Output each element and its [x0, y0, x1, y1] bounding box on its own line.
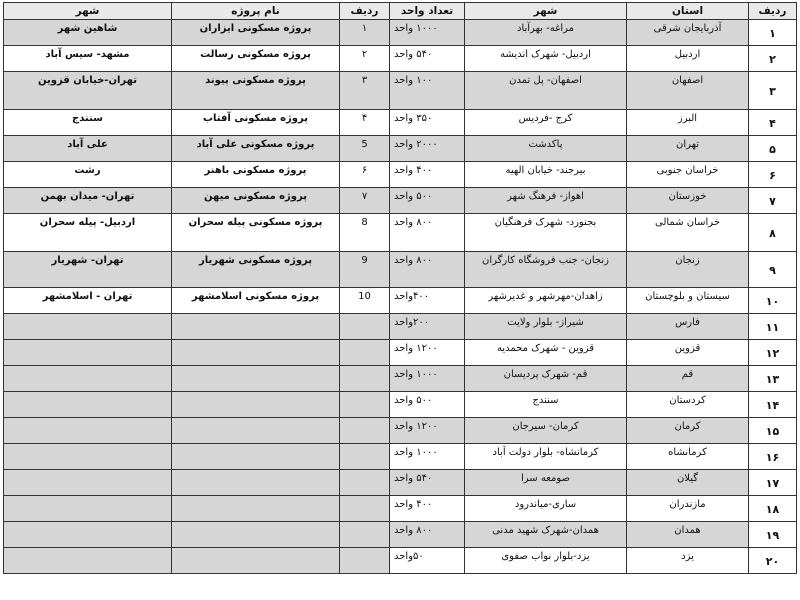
project-city-cell: رشت	[4, 162, 172, 188]
unit-count-cell: ۵۴۰ واحد	[390, 46, 465, 72]
table-row	[4, 548, 797, 574]
project-name-cell	[172, 340, 340, 366]
project-name-cell: پروژه مسکونی آفتاب	[172, 110, 340, 136]
row-number: ۶	[749, 162, 797, 188]
project-row-number: 10	[340, 288, 390, 314]
row-number: ۱۳	[749, 366, 797, 392]
row-number: ۹	[749, 252, 797, 288]
project-name-cell	[172, 366, 340, 392]
province-cell: کردستان	[627, 392, 749, 418]
project-city-cell: تهران- میدان بهمن	[4, 188, 172, 214]
table-row	[4, 340, 797, 366]
project-city-cell: تهران - اسلامشهر	[4, 288, 172, 314]
unit-count-cell: ۵۰واحد	[390, 548, 465, 574]
project-city-cell	[4, 444, 172, 470]
province-cell: کرمان	[627, 418, 749, 444]
row-number: ۱۸	[749, 496, 797, 522]
unit-count-cell: ۴۰۰واحد	[390, 288, 465, 314]
unit-count-cell: ۵۰۰ واحد	[390, 392, 465, 418]
project-city-cell	[4, 496, 172, 522]
header-project-city: شهر	[4, 3, 172, 20]
project-name-cell: پروژه مسکونی ایزاران	[172, 20, 340, 46]
project-name-cell: پروژه مسکونی اسلامشهر	[172, 288, 340, 314]
city-cell: قم- شهرک پردیسان	[465, 366, 627, 392]
row-number: ۱۹	[749, 522, 797, 548]
row-number: ۳	[749, 72, 797, 110]
project-row-number: ۴	[340, 110, 390, 136]
unit-count-cell: ۵۰۰ واحد	[390, 188, 465, 214]
project-row-number: ۳	[340, 72, 390, 110]
project-row-number: 8	[340, 214, 390, 252]
project-city-cell: تهران-خیابان قزوین	[4, 72, 172, 110]
project-name-cell: پروژه مسکونی پیله سحران	[172, 214, 340, 252]
province-cell: فارس	[627, 314, 749, 340]
province-cell: البرز	[627, 110, 749, 136]
project-row-number	[340, 522, 390, 548]
project-row-number: ۷	[340, 188, 390, 214]
table-row	[4, 20, 797, 46]
city-cell: اردبیل- شهرک اندیشه	[465, 46, 627, 72]
city-cell: ساری-میاندرود	[465, 496, 627, 522]
project-row-number	[340, 548, 390, 574]
city-cell: قزوین - شهرک محمدیه	[465, 340, 627, 366]
city-cell: یزد-بلوار نواب صفوی	[465, 548, 627, 574]
row-number: ۴	[749, 110, 797, 136]
unit-count-cell: ۸۰۰ واحد	[390, 214, 465, 252]
table-row	[4, 214, 797, 252]
project-row-number: ۱	[340, 20, 390, 46]
project-city-cell	[4, 314, 172, 340]
city-cell: اصفهان- پل تمدن	[465, 72, 627, 110]
table-row	[4, 110, 797, 136]
project-name-cell: پروژه مسکونی رسالت	[172, 46, 340, 72]
header-row-number: ردیف	[749, 3, 797, 20]
unit-count-cell: ۲۰۰۰ واحد	[390, 136, 465, 162]
project-row-number	[340, 392, 390, 418]
project-name-cell	[172, 418, 340, 444]
table-body	[4, 20, 797, 574]
province-cell: زنجان	[627, 252, 749, 288]
project-city-cell: شاهین شهر	[4, 20, 172, 46]
header-row	[4, 3, 797, 20]
unit-count-cell: ۴۰۰ واحد	[390, 162, 465, 188]
project-city-cell	[4, 392, 172, 418]
row-number: ۵	[749, 136, 797, 162]
unit-count-cell: ۲۰۰واحد	[390, 314, 465, 340]
city-cell: شیراز- بلوار ولایت	[465, 314, 627, 340]
project-city-cell	[4, 522, 172, 548]
unit-count-cell: ۸۰۰ واحد	[390, 522, 465, 548]
unit-count-cell: ۱۲۰۰ واحد	[390, 418, 465, 444]
project-city-cell	[4, 418, 172, 444]
table-row	[4, 470, 797, 496]
city-cell: کرج -فردیس	[465, 110, 627, 136]
row-number: ۱۷	[749, 470, 797, 496]
table-row	[4, 392, 797, 418]
row-number: ۱۶	[749, 444, 797, 470]
table-row	[4, 288, 797, 314]
project-row-number: ۶	[340, 162, 390, 188]
table-row	[4, 314, 797, 340]
project-row-number	[340, 496, 390, 522]
header-row-number-2: ردیف	[340, 3, 390, 20]
project-name-cell: پروژه مسکونی علی آباد	[172, 136, 340, 162]
province-cell: همدان	[627, 522, 749, 548]
project-row-number	[340, 470, 390, 496]
province-cell: گیلان	[627, 470, 749, 496]
project-city-cell: سنندج	[4, 110, 172, 136]
province-cell: مازندران	[627, 496, 749, 522]
project-city-cell: علی آباد	[4, 136, 172, 162]
province-cell: اردبیل	[627, 46, 749, 72]
row-number: ۱۲	[749, 340, 797, 366]
project-name-cell	[172, 548, 340, 574]
project-city-cell: اردبیل- پیله سحران	[4, 214, 172, 252]
province-cell: سیستان و بلوچستان	[627, 288, 749, 314]
project-city-cell: تهران- شهریار	[4, 252, 172, 288]
unit-count-cell: ۱۰۰۰ واحد	[390, 444, 465, 470]
unit-count-cell: ۳۵۰ واحد	[390, 110, 465, 136]
project-row-number	[340, 340, 390, 366]
row-number: ۸	[749, 214, 797, 252]
table-row	[4, 46, 797, 72]
project-city-cell	[4, 470, 172, 496]
city-cell: زنجان- جنب فروشگاه کارگران	[465, 252, 627, 288]
row-number: ۱۰	[749, 288, 797, 314]
row-number: ۲۰	[749, 548, 797, 574]
project-name-cell	[172, 470, 340, 496]
project-name-cell	[172, 392, 340, 418]
project-row-number	[340, 314, 390, 340]
project-row-number	[340, 418, 390, 444]
row-number: ۱۱	[749, 314, 797, 340]
city-cell: پاکدشت	[465, 136, 627, 162]
province-cell: خراسان شمالی	[627, 214, 749, 252]
city-cell: بیرجند- خیابان الهیه	[465, 162, 627, 188]
header-city: شهر	[465, 3, 627, 20]
city-cell: کرمان- سیرجان	[465, 418, 627, 444]
city-cell: زاهدان-مهرشهر و غدیرشهر	[465, 288, 627, 314]
project-name-cell	[172, 314, 340, 340]
province-cell: اصفهان	[627, 72, 749, 110]
city-cell: کرمانشاه- بلوار دولت آباد	[465, 444, 627, 470]
project-city-cell	[4, 366, 172, 392]
project-name-cell: پروژه مسکونی باهنر	[172, 162, 340, 188]
unit-count-cell: ۱۰۰۰ واحد	[390, 366, 465, 392]
row-number: ۱۴	[749, 392, 797, 418]
project-city-cell: مشهد- سیس آباد	[4, 46, 172, 72]
city-cell: سنندج	[465, 392, 627, 418]
project-name-cell	[172, 522, 340, 548]
projects-table	[3, 2, 797, 574]
province-cell: قزوین	[627, 340, 749, 366]
project-row-number	[340, 444, 390, 470]
row-number: ۱	[749, 20, 797, 46]
project-name-cell: پروژه مسکونی شهریار	[172, 252, 340, 288]
project-name-cell: پروژه مسکونی میهن	[172, 188, 340, 214]
table-row	[4, 444, 797, 470]
table-row	[4, 252, 797, 288]
province-cell: آذربایجان شرقی	[627, 20, 749, 46]
table-row	[4, 136, 797, 162]
unit-count-cell: ۱۲۰۰ واحد	[390, 340, 465, 366]
row-number: ۱۵	[749, 418, 797, 444]
table-row	[4, 522, 797, 548]
project-row-number: ۲	[340, 46, 390, 72]
header-project-name: نام پروژه	[172, 3, 340, 20]
project-row-number: 9	[340, 252, 390, 288]
province-cell: تهران	[627, 136, 749, 162]
city-cell: صومعه سرا	[465, 470, 627, 496]
table-row	[4, 72, 797, 110]
project-name-cell	[172, 444, 340, 470]
table-row	[4, 496, 797, 522]
unit-count-cell: ۵۴۰ واحد	[390, 470, 465, 496]
province-cell: یزد	[627, 548, 749, 574]
project-row-number: 5	[340, 136, 390, 162]
city-cell: مراغه- بهرآباد	[465, 20, 627, 46]
header-unit-count: تعداد واحد	[390, 3, 465, 20]
table-row	[4, 366, 797, 392]
province-cell: قم	[627, 366, 749, 392]
province-cell: خراسان جنوبی	[627, 162, 749, 188]
project-name-cell	[172, 496, 340, 522]
unit-count-cell: ۴۰۰ واحد	[390, 496, 465, 522]
table-row	[4, 162, 797, 188]
city-cell: بجنورد- شهرک فرهنگیان	[465, 214, 627, 252]
project-city-cell	[4, 340, 172, 366]
unit-count-cell: ۸۰۰ واحد	[390, 252, 465, 288]
province-cell: کرمانشاه	[627, 444, 749, 470]
project-city-cell	[4, 548, 172, 574]
city-cell: همدان-شهرک شهید مدنی	[465, 522, 627, 548]
province-cell: خوزستان	[627, 188, 749, 214]
row-number: ۷	[749, 188, 797, 214]
table-row	[4, 418, 797, 444]
city-cell: اهواز- فرهنگ شهر	[465, 188, 627, 214]
project-name-cell: پروژه مسکونی پیوند	[172, 72, 340, 110]
table-row	[4, 188, 797, 214]
project-row-number	[340, 366, 390, 392]
unit-count-cell: ۱۰۰۰ واحد	[390, 20, 465, 46]
header-province: استان	[627, 3, 749, 20]
unit-count-cell: ۱۰۰ واحد	[390, 72, 465, 110]
row-number: ۲	[749, 46, 797, 72]
